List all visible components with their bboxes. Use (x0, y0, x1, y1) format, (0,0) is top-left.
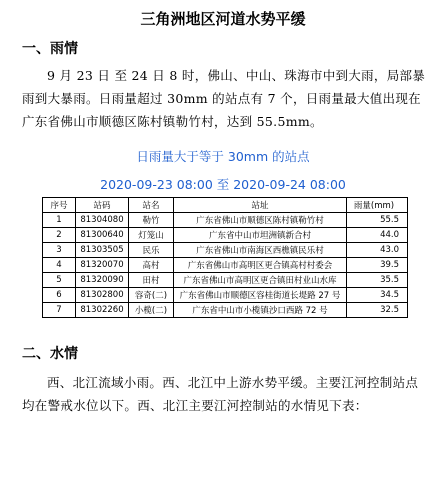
cell-station-name: 勒竹 (129, 213, 174, 228)
cell-station-name: 高村 (129, 258, 174, 273)
document-title: 三角洲地区河道水势平缓 (140, 10, 306, 28)
cell-rainfall: 39.5 (347, 258, 408, 273)
cell-index: 2 (43, 228, 76, 243)
cell-station-address: 广东省佛山市顺德区陈村镇勒竹村 (174, 213, 347, 228)
cell-station-address: 广东省佛山市高明区更合镇田村业山水库 (174, 273, 347, 288)
table-row (43, 243, 408, 258)
cell-index: 7 (43, 303, 76, 318)
cell-station-name: 容奇(二) (129, 288, 174, 303)
cell-station-code: 81303505 (76, 243, 129, 258)
header-station-name: 站名 (129, 198, 174, 213)
header-station-code: 站码 (76, 198, 129, 213)
rainfall-stations-table (42, 197, 408, 318)
rain-paragraph: 9 月 23 日 至 24 日 8 时，佛山、中山、珠海市中到大雨，局部暴雨到大暴雨。日雨量超过 30mm 的站点有 7 个，日雨量最大值出现在广东省佛山市顺德区陈村镇勒竹村，达到 55.5mm。 (22, 68, 426, 129)
cell-station-address: 广东省佛山市高明区更合镇高村村委会 (174, 258, 347, 273)
cell-station-code: 81320070 (76, 258, 129, 273)
table-row (43, 303, 408, 318)
header-station-address: 站址 (174, 198, 347, 213)
cell-index: 5 (43, 273, 76, 288)
cell-station-name: 灯笼山 (129, 228, 174, 243)
cell-rainfall: 32.5 (347, 303, 408, 318)
cell-station-address: 广东省佛山市顺德区容桂街道长堤路 27 号 (174, 288, 347, 303)
cell-rainfall: 43.0 (347, 243, 408, 258)
cell-station-name: 田村 (129, 273, 174, 288)
table-row (43, 258, 408, 273)
cell-station-code: 81304080 (76, 213, 129, 228)
table-period: 2020-09-23 08:00 至 2020-09-24 08:00 (100, 177, 346, 192)
cell-station-code: 81320090 (76, 273, 129, 288)
cell-rainfall: 55.5 (347, 213, 408, 228)
table-row (43, 288, 408, 303)
table-header-row (43, 198, 408, 213)
cell-index: 1 (43, 213, 76, 228)
section-heading-rain: 一、雨情 (22, 41, 78, 57)
header-rainfall: 雨量(mm) (347, 198, 408, 213)
table-title: 日雨量大于等于 30mm 的站点 (136, 149, 310, 164)
cell-station-code: 81300640 (76, 228, 129, 243)
cell-index: 3 (43, 243, 76, 258)
cell-station-name: 民乐 (129, 243, 174, 258)
table-row (43, 228, 408, 243)
table-row (43, 213, 408, 228)
cell-index: 6 (43, 288, 76, 303)
cell-rainfall: 44.0 (347, 228, 408, 243)
cell-station-name: 小榄(二) (129, 303, 174, 318)
cell-rainfall: 35.5 (347, 273, 408, 288)
header-index: 序号 (43, 198, 76, 213)
cell-index: 4 (43, 258, 76, 273)
cell-station-address: 广东省中山市小榄镇沙口西路 72 号 (174, 303, 347, 318)
cell-station-code: 81302800 (76, 288, 129, 303)
section-heading-water: 二、水情 (22, 346, 78, 362)
water-paragraph: 西、北江流域小雨。西、北江中上游水势平缓。主要江河控制站点均在警戒水位以下。西、北江主要江河控制站的水情见下表： (22, 375, 419, 413)
cell-station-address: 广东省佛山市南海区西樵镇民乐村 (174, 243, 347, 258)
cell-station-address: 广东省中山市坦洲镇新合村 (174, 228, 347, 243)
table-row (43, 273, 408, 288)
cell-station-code: 81302260 (76, 303, 129, 318)
cell-rainfall: 34.5 (347, 288, 408, 303)
